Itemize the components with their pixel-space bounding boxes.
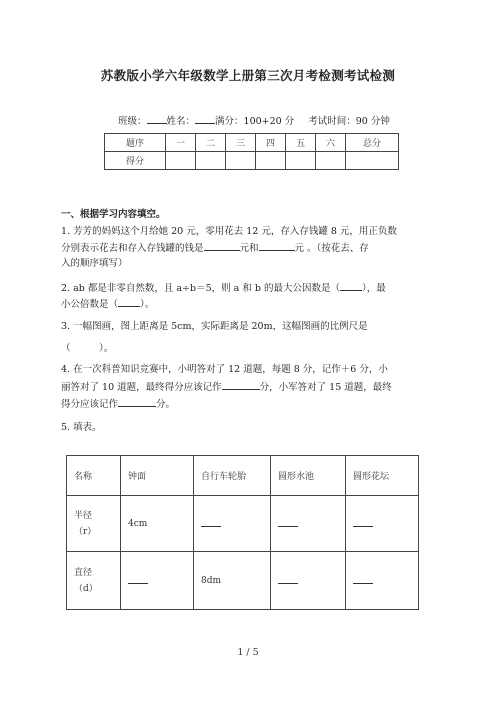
radius-clock-value: 4cm <box>121 496 194 552</box>
score-col-3: 三 <box>226 134 256 152</box>
score-cell <box>286 152 316 170</box>
answer-blank <box>118 396 156 407</box>
question-2-line-1: 2. ab 都是非零自然数，且 a÷b＝5，则 a 和 b 的最大公因数是（ ），最 <box>61 280 397 297</box>
section-heading: 一、根据学习内容填空。 <box>61 209 166 220</box>
score-col-4: 四 <box>256 134 286 152</box>
radius-tire-cell <box>194 496 271 552</box>
score-col-total: 总分 <box>346 134 399 152</box>
header-round-pool: 圆形水池 <box>271 456 346 496</box>
header-name: 名称 <box>67 456 121 496</box>
question-4-line-3: 得分应该记作 分。 <box>61 396 397 413</box>
radius-pool-cell <box>271 496 346 552</box>
diameter-clock-cell <box>121 552 194 610</box>
score-col-6: 六 <box>316 134 346 152</box>
answer-blank <box>222 379 260 390</box>
question-1-line-3: 入的顺序填写） <box>61 258 128 269</box>
score-table-score-row <box>105 152 399 170</box>
full-score: 满分：100+20 分 <box>215 116 295 127</box>
diameter-pool-cell <box>271 552 346 610</box>
score-table-header-row <box>105 134 399 152</box>
score-row-label: 得分 <box>105 152 166 170</box>
header-clock: 钟面 <box>121 456 194 496</box>
radius-row <box>67 496 419 552</box>
answer-blank <box>353 518 373 527</box>
question-3-line-2: （ ）。 <box>61 343 114 354</box>
page-number: 1 / 5 <box>237 647 259 658</box>
radius-flowerbed-cell <box>346 496 419 552</box>
question-4-line-2: 丽答对了 10 道题，最终得分应该记作 分，小军答对了 15 道题，最终 <box>61 379 397 396</box>
page-title: 苏教版小学六年级数学上册第三次月考检测考试检测 <box>100 68 396 83</box>
score-col-1: 一 <box>166 134 196 152</box>
answer-blank <box>128 575 148 584</box>
diameter-tire-value: 8dm <box>194 552 271 610</box>
class-label: 班级： <box>118 116 147 127</box>
score-col-label: 题序 <box>105 134 166 152</box>
diameter-label: 直径 （d） <box>67 552 121 610</box>
answer-blank <box>340 280 362 291</box>
question-1-line-1: 1. 芳芳的妈妈这个月给她 20 元，零用花去 12 元，存入存钱罐 8 元，用正负数 <box>61 226 397 237</box>
diameter-flowerbed-cell <box>346 552 419 610</box>
class-blank <box>147 114 167 124</box>
name-label: 姓名： <box>166 116 196 127</box>
fill-table-header-row <box>67 456 419 496</box>
name-blank <box>195 114 215 124</box>
diameter-row <box>67 552 419 610</box>
answer-blank <box>278 575 298 584</box>
header-bike-tire: 自行车轮胎 <box>194 456 271 496</box>
score-table <box>104 133 399 170</box>
score-cell <box>166 152 196 170</box>
score-cell <box>256 152 286 170</box>
answer-blank <box>259 240 295 251</box>
answer-blank <box>118 296 140 307</box>
answer-blank <box>278 518 298 527</box>
answer-blank <box>204 240 240 251</box>
radius-label: 半径 （r） <box>67 496 121 552</box>
header-round-flowerbed: 圆形花坛 <box>346 456 419 496</box>
question-4-line-1: 4. 在一次科普知识竞赛中，小明答对了 12 道题，每题 8 分，记作＋6 分，小 <box>61 364 388 375</box>
score-cell <box>226 152 256 170</box>
question-1-line-2: 分别表示花去和存入存钱罐的钱是 元和 元 。（按花去、存 <box>61 240 397 257</box>
score-cell <box>346 152 399 170</box>
question-2-line-2: 小公倍数是（ ）。 <box>61 296 397 313</box>
answer-blank <box>353 575 373 584</box>
score-col-2: 二 <box>196 134 226 152</box>
score-cell <box>196 152 226 170</box>
exam-info-line <box>118 113 390 127</box>
score-col-5: 五 <box>286 134 316 152</box>
circle-fill-table <box>66 455 419 610</box>
question-5: 5. 填表。 <box>61 422 102 433</box>
exam-time: 考试时间：90 分钟 <box>308 116 390 127</box>
answer-blank <box>201 518 221 527</box>
question-3-line-1: 3. 一幅图画，图上距离是 5cm，实际距离是 20m，这幅图画的比例尺是 <box>61 321 368 332</box>
score-cell <box>316 152 346 170</box>
